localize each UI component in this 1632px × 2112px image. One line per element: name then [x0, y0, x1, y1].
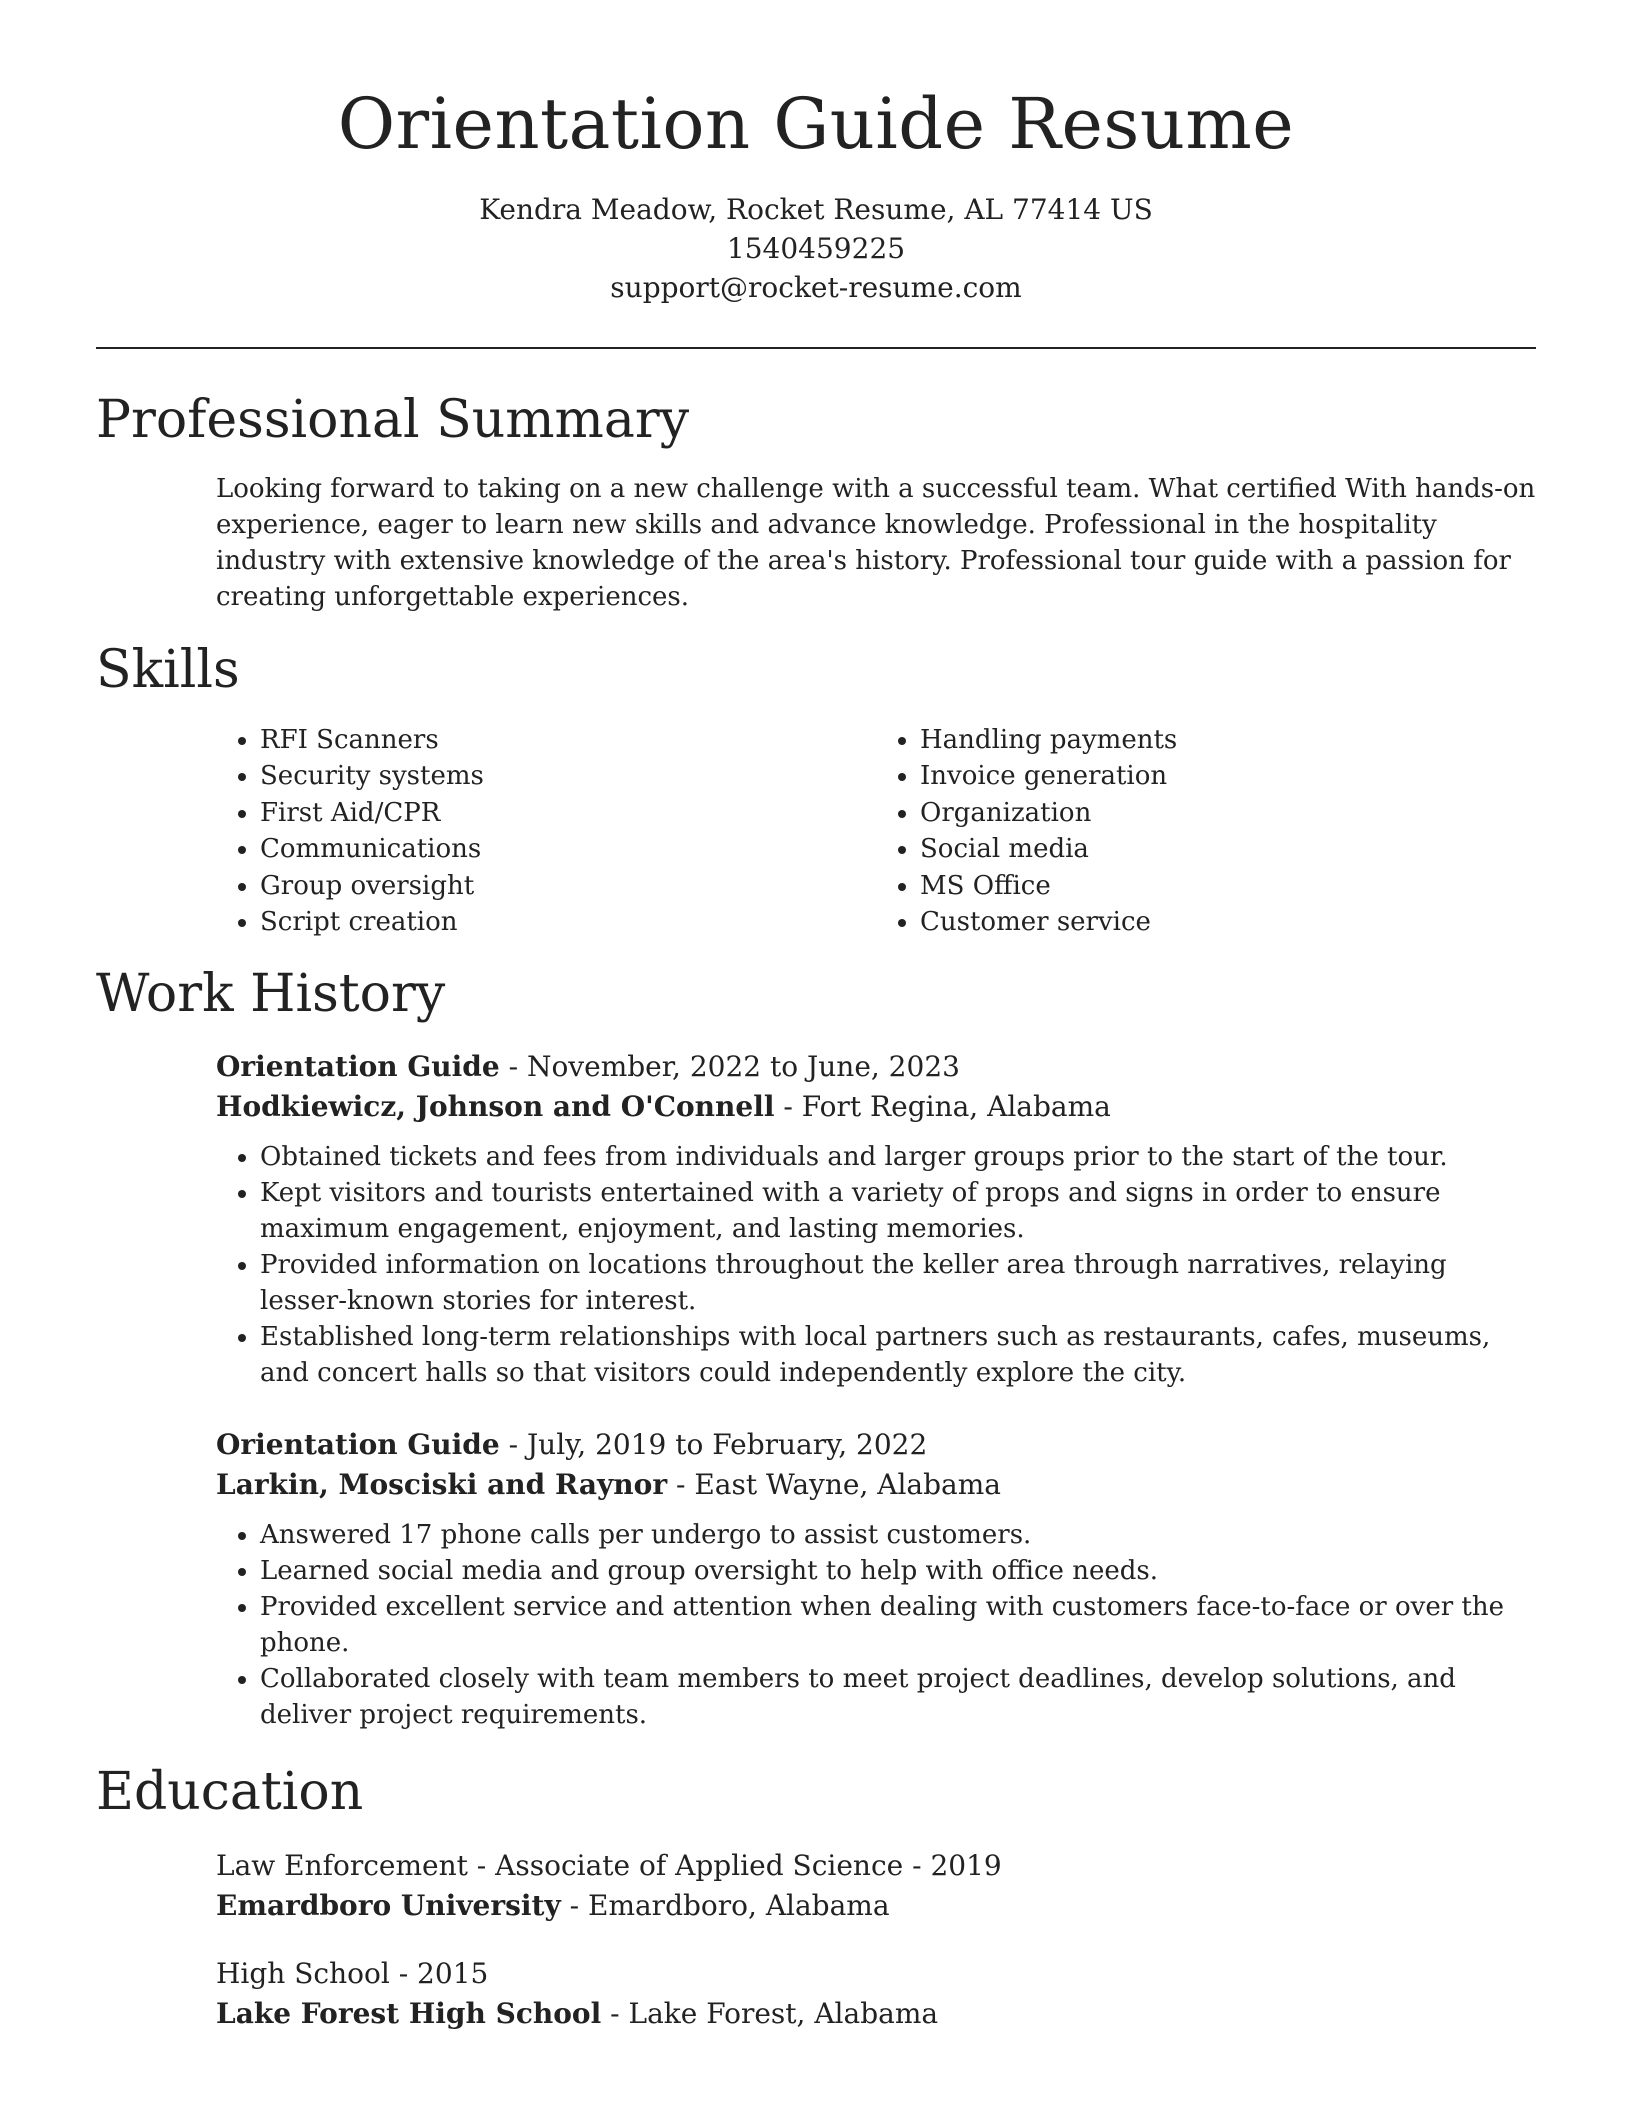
work-history-list — [216, 1047, 1536, 1733]
duty-item: • Learned social media and group oversight to help with office needs. — [260, 1553, 1536, 1589]
duty-item: • Collaborated closely with team members to meet project deadlines, develop solutions, and deliver project requirements. — [260, 1661, 1536, 1733]
skill-item: • MS Office — [920, 868, 1536, 905]
skill-item: • Social media — [920, 831, 1536, 868]
skill-item: • Handling payments — [920, 722, 1536, 759]
duty-item: • Kept visitors and tourists entertained with a variety of props and signs in order to ensure maximum engagement, enjoyment, and lasting memories. — [260, 1175, 1536, 1247]
skill-item: • Group oversight — [260, 868, 876, 905]
contact-address: Kendra Meadow, Rocket Resume, AL 77414 US — [479, 193, 1153, 226]
duty-item: • Provided excellent service and attention when dealing with customers face-to-face or over the phone. — [260, 1589, 1536, 1661]
skill-item: • Security systems — [260, 758, 876, 795]
degree-line: High School - 2015 — [216, 1956, 489, 1990]
degree-line: Law Enforcement - Associate of Applied Science - 2019 — [216, 1848, 1002, 1882]
summary-text: Looking forward to taking on a new challenge with a successful team. What certified With hands-on experience, eager to learn new skills and advance knowledge. Professional in the hospitality industry with extensive knowledge of the area's history. Professional tour guide with a passion for creating unforgettable experiences. — [216, 474, 1536, 613]
job-location: East Wayne, Alabama — [694, 1468, 1001, 1502]
skill-item: • RFI Scanners — [260, 722, 876, 759]
job-title-line: Orientation Guide - November, 2022 to June, 2023 — [216, 1050, 960, 1084]
job-dates: November, 2022 to June, 2023 — [526, 1050, 960, 1084]
contact-phone: 1540459225 — [726, 232, 906, 265]
education-entry — [216, 1846, 1536, 1926]
contact-email: support@rocket-resume.com — [610, 271, 1022, 304]
school-location: Lake Forest, Alabama — [628, 1996, 939, 2030]
job-duties — [216, 1139, 1536, 1391]
job-company-line: Larkin, Mosciski and Raynor - East Wayne, Alabama — [216, 1468, 1001, 1502]
job-duties — [216, 1517, 1536, 1733]
school-location: Emardboro, Alabama — [588, 1888, 890, 1922]
job-company: Larkin, Mosciski and Raynor — [216, 1468, 668, 1502]
skill-item: • First Aid/CPR — [260, 795, 876, 832]
education-list — [216, 1846, 1536, 2034]
job-entry — [216, 1047, 1536, 1391]
job-title: Orientation Guide — [216, 1050, 500, 1084]
job-dates: July, 2019 to February, 2022 — [526, 1428, 928, 1462]
resume-title: Orientation Guide Resume — [337, 83, 1295, 165]
education-entry — [216, 1954, 1536, 2034]
school-line: Emardboro University - Emardboro, Alabama — [216, 1888, 890, 1922]
duty-item: • Obtained tickets and fees from individuals and larger groups prior to the start of the tour. — [260, 1139, 1536, 1175]
education-heading: Education — [96, 1762, 364, 1823]
skills-heading: Skills — [96, 640, 240, 701]
skills-column-left — [216, 722, 876, 941]
skill-item: • Invoice generation — [920, 758, 1536, 795]
job-company: Hodkiewicz, Johnson and O'Connell — [216, 1090, 775, 1124]
duty-item: • Provided information on locations throughout the keller area through narratives, relaying lesser-known stories for interest. — [260, 1247, 1536, 1319]
duty-item: • Established long-term relationships with local partners such as restaurants, cafes, museums, and concert halls so that visitors could independently explore the city. — [260, 1319, 1536, 1391]
summary-heading: Professional Summary — [96, 390, 690, 450]
job-company-line: Hodkiewicz, Johnson and O'Connell - Fort Regina, Alabama — [216, 1090, 1111, 1124]
work-history-heading: Work History — [96, 963, 446, 1024]
job-location: Fort Regina, Alabama — [801, 1090, 1111, 1124]
school-name: Lake Forest High School — [216, 1996, 602, 2030]
job-title: Orientation Guide — [216, 1428, 500, 1462]
skill-item: • Organization — [920, 795, 1536, 832]
skills-grid — [216, 722, 1536, 941]
skill-item: • Script creation — [260, 904, 876, 941]
skills-column-right — [876, 722, 1536, 941]
school-name: Emardboro University — [216, 1888, 561, 1922]
job-entry — [216, 1425, 1536, 1733]
skill-item: • Communications — [260, 831, 876, 868]
school-line: Lake Forest High School - Lake Forest, Alabama — [216, 1996, 939, 2030]
job-title-line: Orientation Guide - July, 2019 to February, 2022 — [216, 1428, 928, 1462]
header-divider — [96, 347, 1536, 349]
skill-item: • Customer service — [920, 904, 1536, 941]
contact-block — [96, 190, 1536, 307]
duty-item: • Answered 17 phone calls per undergo to assist customers. — [260, 1517, 1536, 1553]
